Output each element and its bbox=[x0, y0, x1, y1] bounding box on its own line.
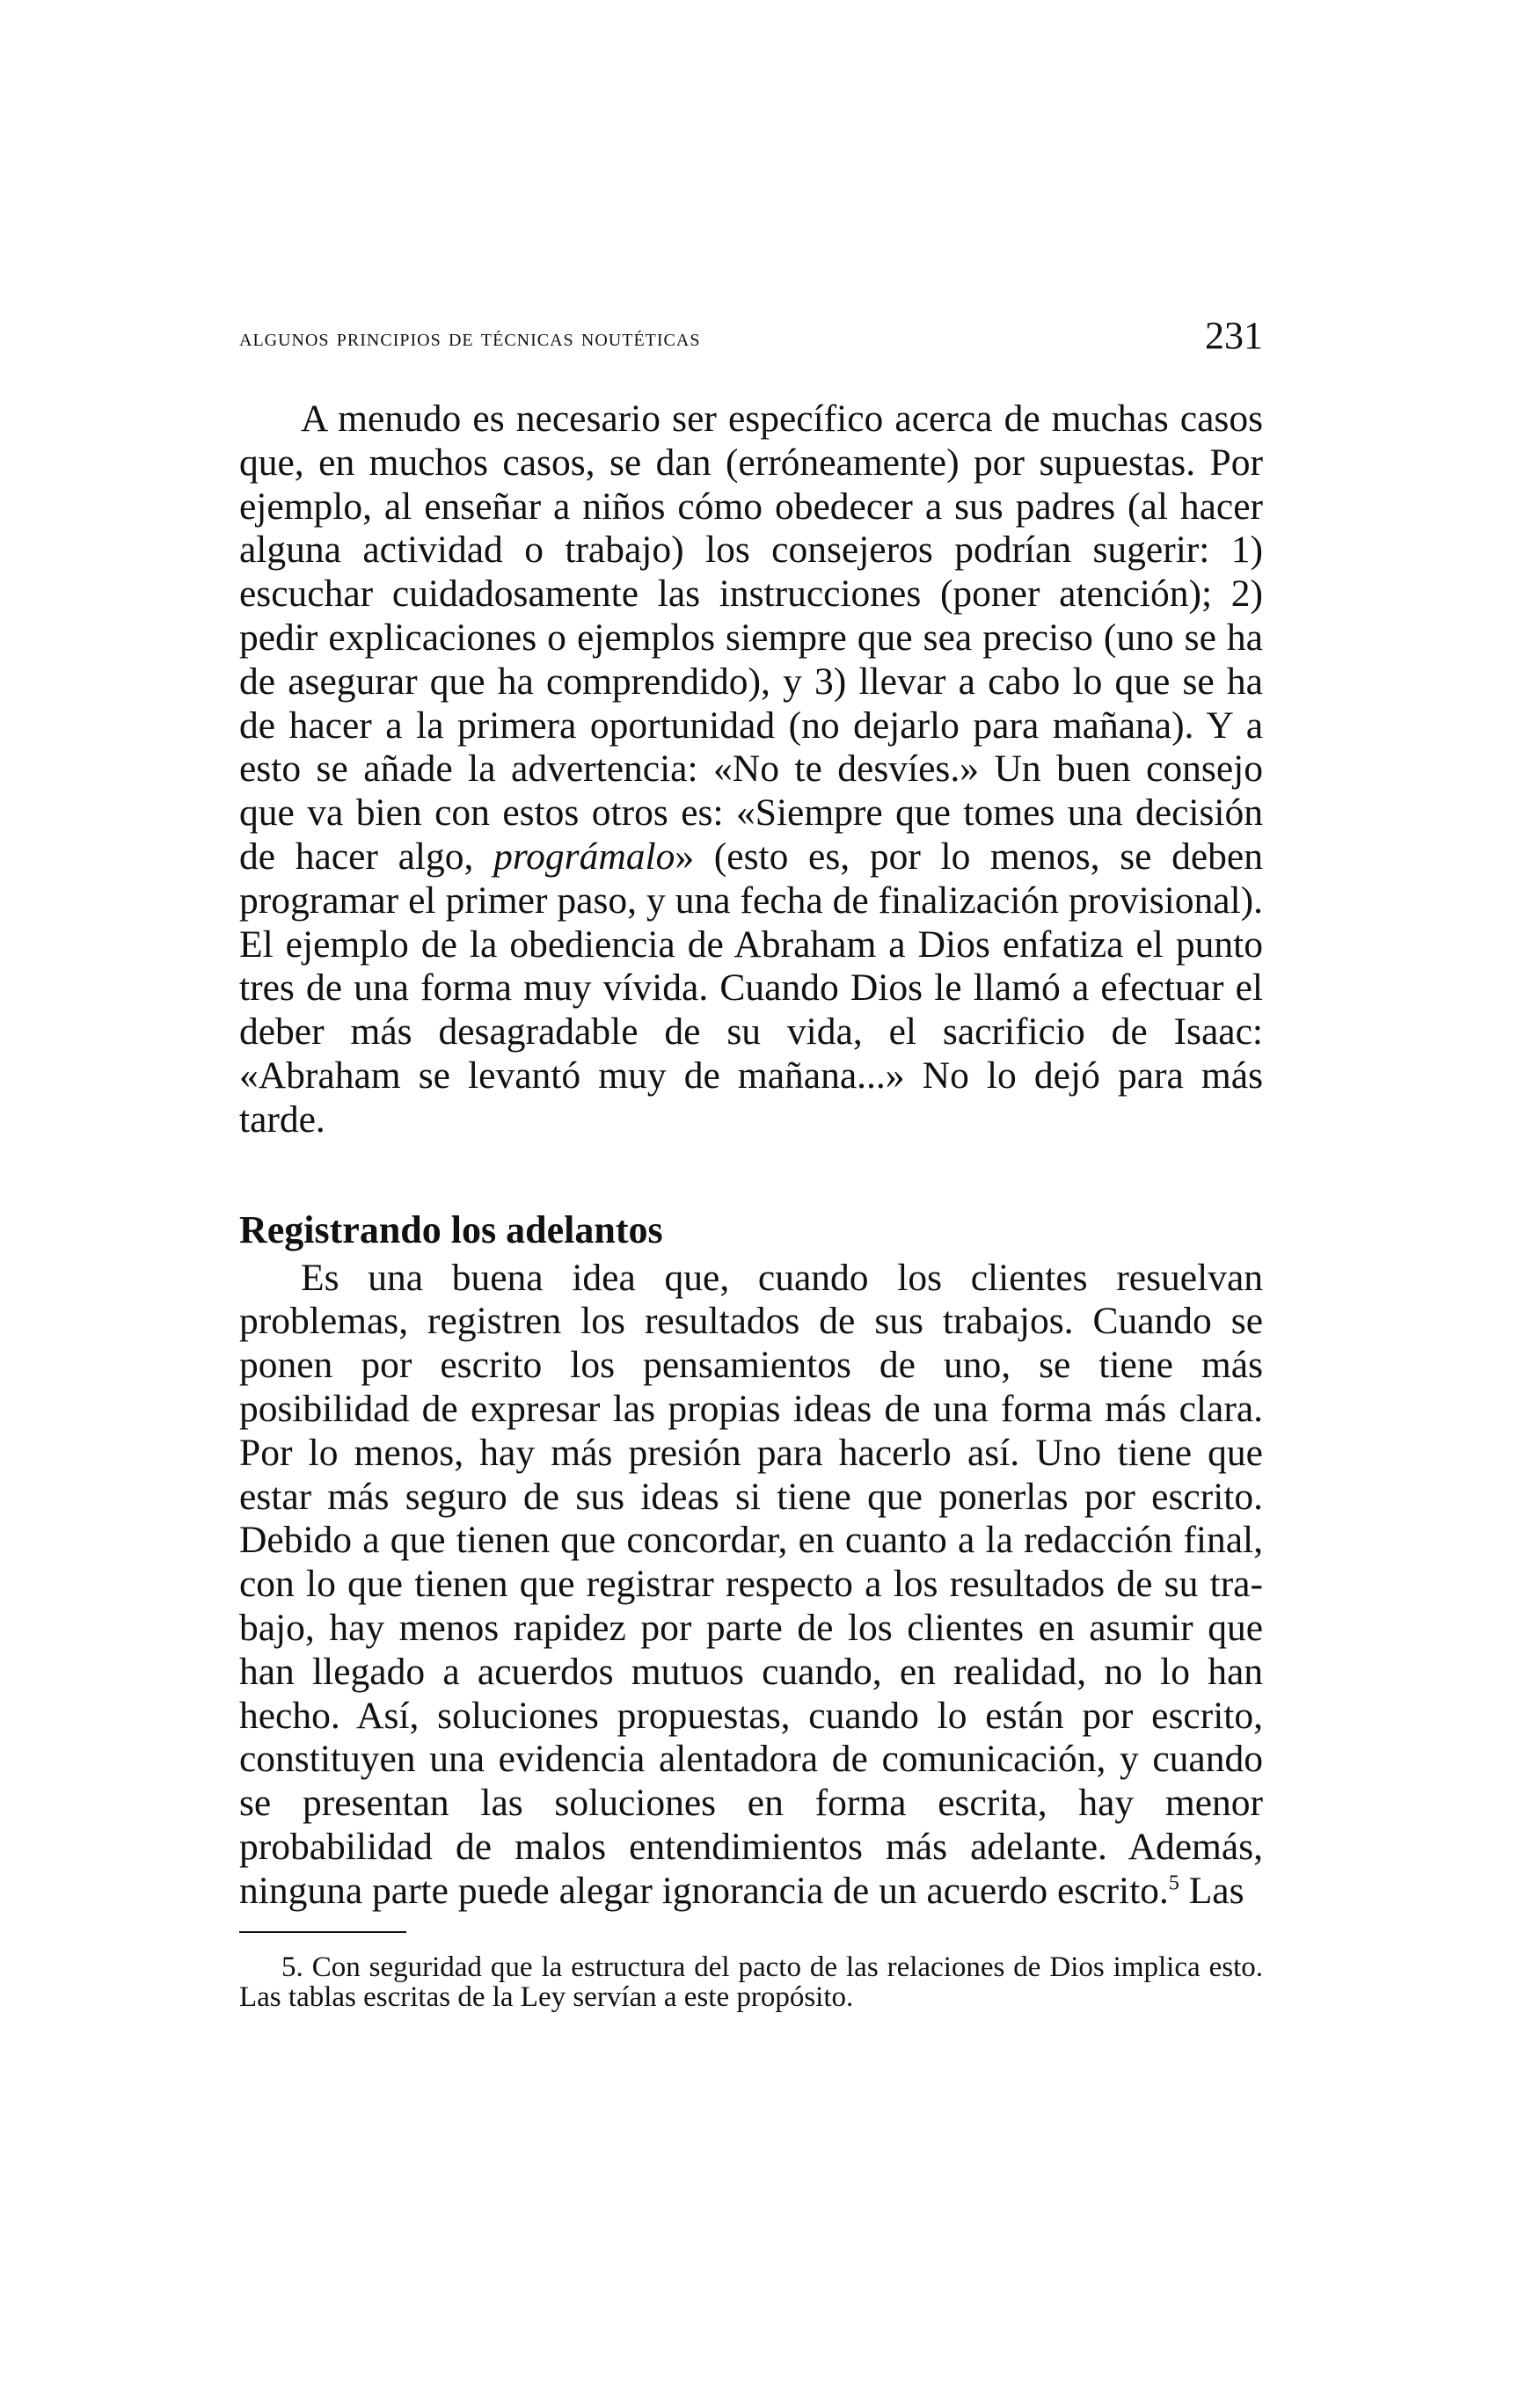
footnote-divider bbox=[239, 1931, 406, 1933]
paragraph-2-tail: Las bbox=[1179, 1869, 1244, 1912]
page-number: 231 bbox=[1205, 314, 1263, 357]
body-paragraph-2 bbox=[239, 1257, 1263, 1914]
body-paragraph-1 bbox=[239, 398, 1263, 1142]
paragraph-2-text: Es una buena idea que, cuando los clientes resuelvan problemas, registren los resultados de sus trabajos. Cuando se ponen por escrito los pensamientos de uno, se tiene más posibilidad de expresar las propias ideas de una forma más clara. Por lo menos, hay más presión para hacerlo así. Uno tiene que estar más seguro de sus ideas si tiene que ponerlas por escrito. Debido a que tienen que concordar, en cuanto a la redacción final, con lo que tienen que registrar respecto a los resultados de su trabajo, hay menos rapidez por parte de los clientes en asumir que han llegado a acuerdos mutuos cuando, en realidad, no lo han hecho. Así, soluciones propuestas, cuando lo están por escrito, constituyen una evidencia alentadora de comunicación, y cuando se presentan las soluciones en forma escrita, hay menor probabilidad de malos entendimientos más adelante. Además, ninguna parte puede alegar ignorancia de un acuerdo escrito. bbox=[239, 1256, 1263, 1912]
paragraph-1-text: A menudo es necesario ser específico acerca de muchas casos que, en muchos casos, se dan (erróneamente) por supuestas. Por ejemplo, al enseñar a niños cómo obedecer a sus padres (al hacer alguna actividad o trabajo) los consejeros podrían sugerir: 1) escuchar cuidadosamente las instrucciones (poner atención); 2) pedir explicaciones o ejemplos siempre que sea preciso (uno se ha de asegurar que ha comprendido), y 3) llevar a cabo lo que se ha de hacer a la primera oportunidad (no dejarlo para mañana). Y a esto se añade la advertencia: «No te desvíes.» Un buen consejo que va bien con estos otros es: «Siempre que tomes una decisión de hacer algo, bbox=[239, 398, 1263, 878]
footnote-reference: 5 bbox=[1168, 1871, 1179, 1895]
section-heading: Registrando los adelantos bbox=[239, 1207, 663, 1251]
running-head bbox=[239, 310, 1263, 362]
book-page bbox=[239, 310, 1263, 2332]
footnote: 5. Con seguridad que la estructura del pacto de las relaciones de Dios implica esto. Las tablas escritas de la Ley servían a este propósito. bbox=[239, 1951, 1263, 2013]
running-title: algunos principios de técnicas noutéticas bbox=[239, 324, 701, 352]
paragraph-1-italic: prográmalo bbox=[493, 835, 675, 878]
paragraph-1-text-continued: » (esto es, por lo menos, se deben programar el primer paso, y una fecha de finalización provisional). El ejemplo de la obediencia de Abraham a Dios enfatiza el punto tres de una forma muy vívida. Cuando Dios le llamó a efectuar el deber más desagradable de su vida, el sacrificio de Isaac: «Abraham se levantó muy de mañana...» No lo dejó para más tarde. bbox=[239, 835, 1263, 1141]
